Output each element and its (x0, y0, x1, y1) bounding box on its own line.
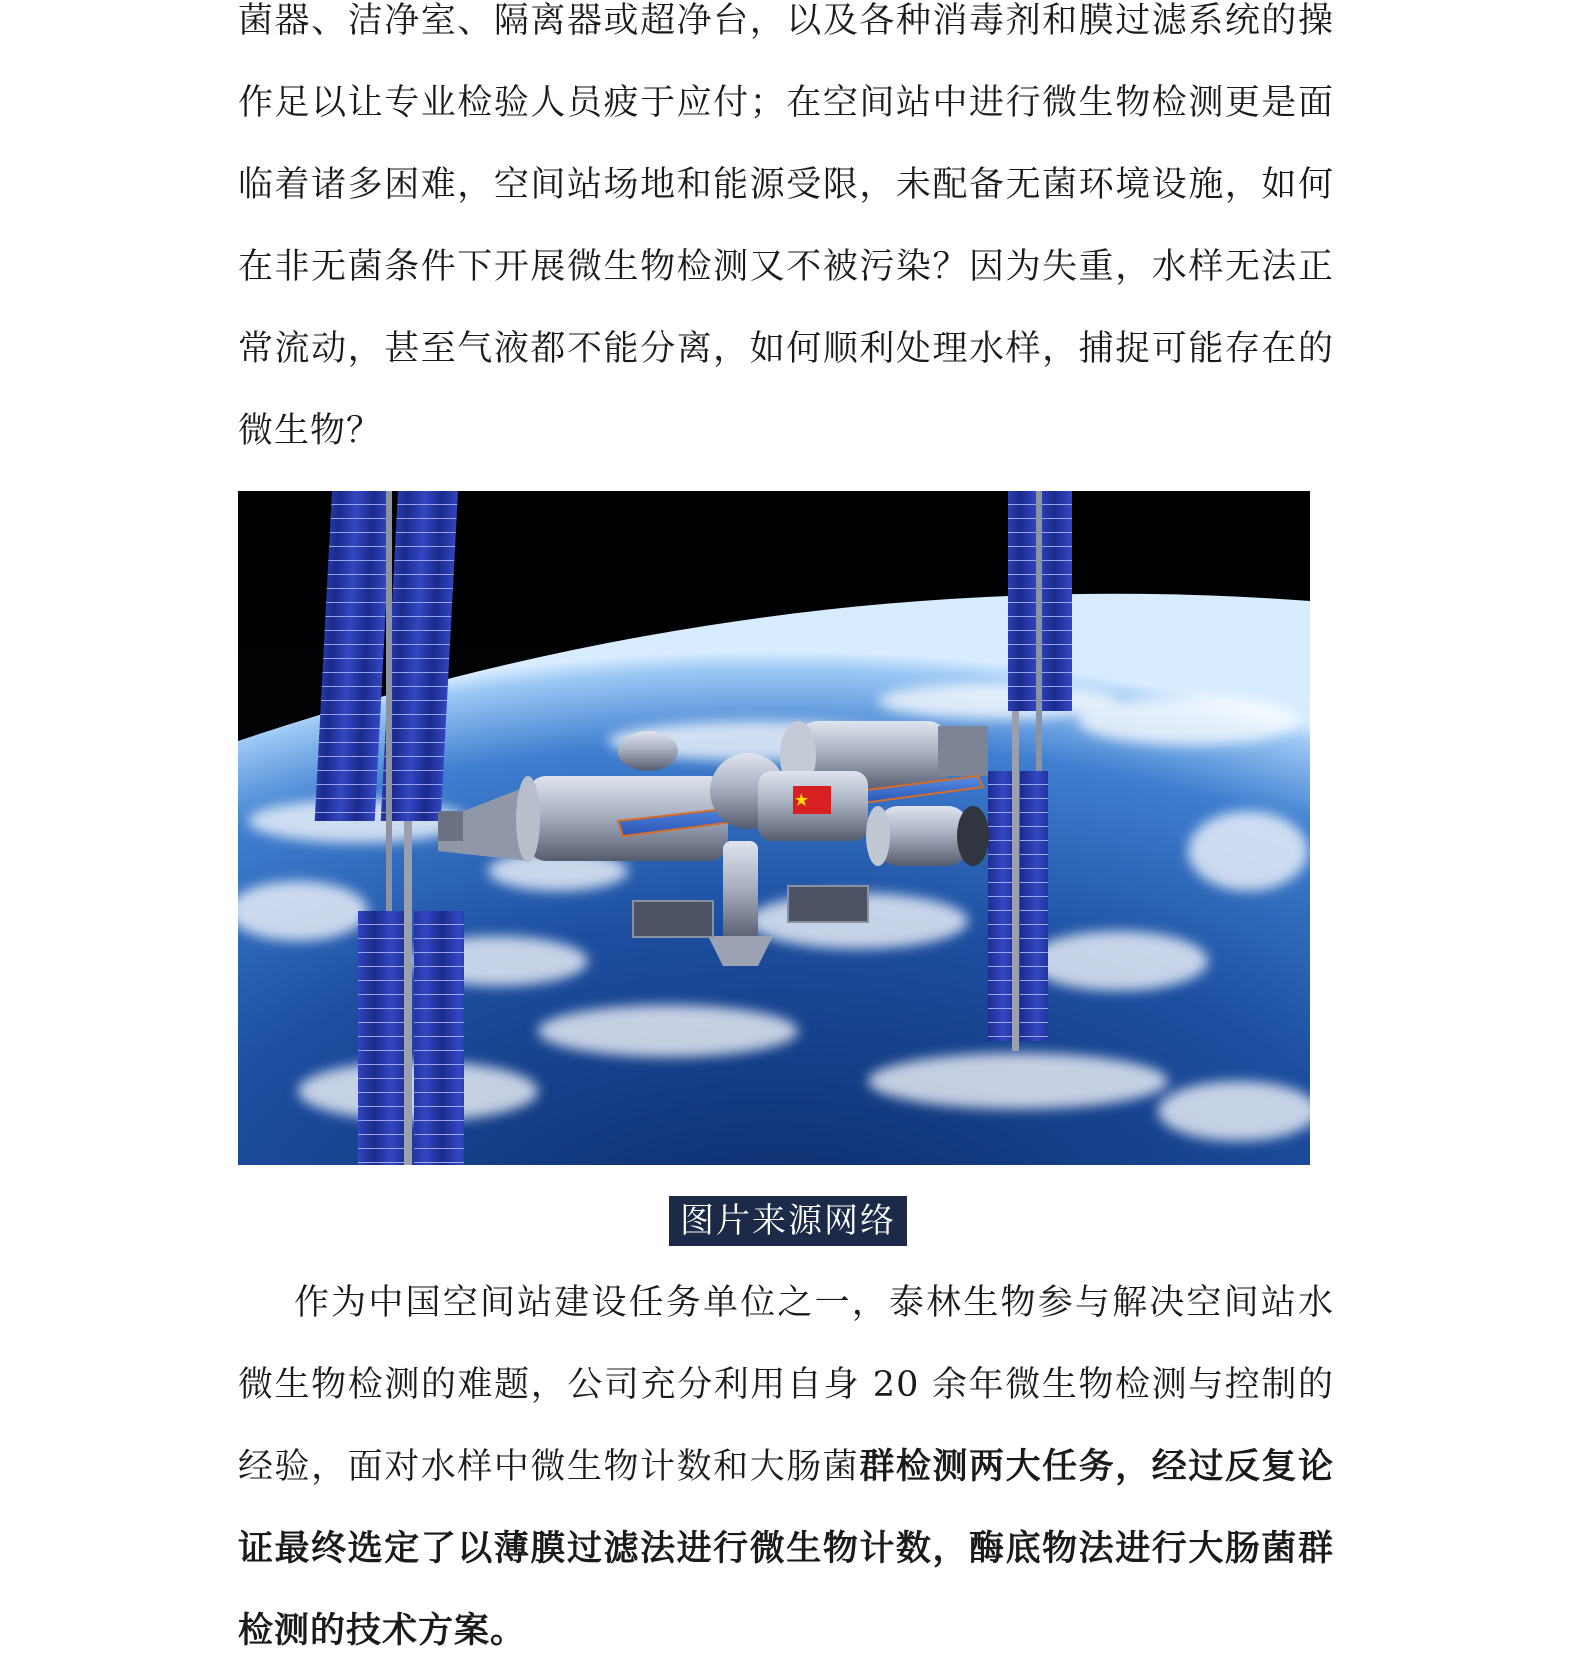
text-line: 菌器、洁净室、隔离器或超净台，以及各种消毒剂和膜过滤系统的操 (238, 1, 1334, 41)
bold-text-line: 证最终选定了以薄膜过滤法进行微生物计数，酶底物法进行大肠菌群 (238, 1528, 1334, 1569)
paragraph-intro (238, 0, 1334, 472)
space-station-image (238, 491, 1310, 1165)
text-line: 作足以让专业检验人员疲于应付；在空间站中进行微生物检测更是面 (238, 83, 1334, 123)
text-line (238, 1426, 1334, 1508)
text-line: 微生物检测的难题，公司充分利用自身 20 余年微生物检测与控制的 (238, 1365, 1334, 1405)
text-line: 在非无菌条件下开展微生物检测又不被污染？因为失重，水样无法正 (238, 247, 1334, 287)
image-caption: 图片来源网络 (669, 1196, 907, 1246)
bold-text-run: 群检测两大任务，经过反复论 (859, 1446, 1334, 1487)
paragraph-body (238, 1262, 1334, 1672)
text-line: 作为中国空间站建设任务单位之一，泰林生物参与解决空间站水 (294, 1283, 1334, 1323)
text-line: 微生物？ (238, 411, 383, 451)
text-line: 临着诸多困难，空间站场地和能源受限，未配备无菌环境设施，如何 (238, 165, 1334, 205)
text-run: 经验，面对水样中微生物计数和大肠菌 (238, 1447, 860, 1487)
bold-text-line: 检测的技术方案。 (238, 1610, 527, 1651)
space-station-illustration (238, 491, 1310, 1165)
text-line: 常流动，甚至气液都不能分离，如何顺利处理水样，捕捉可能存在的 (238, 329, 1334, 369)
